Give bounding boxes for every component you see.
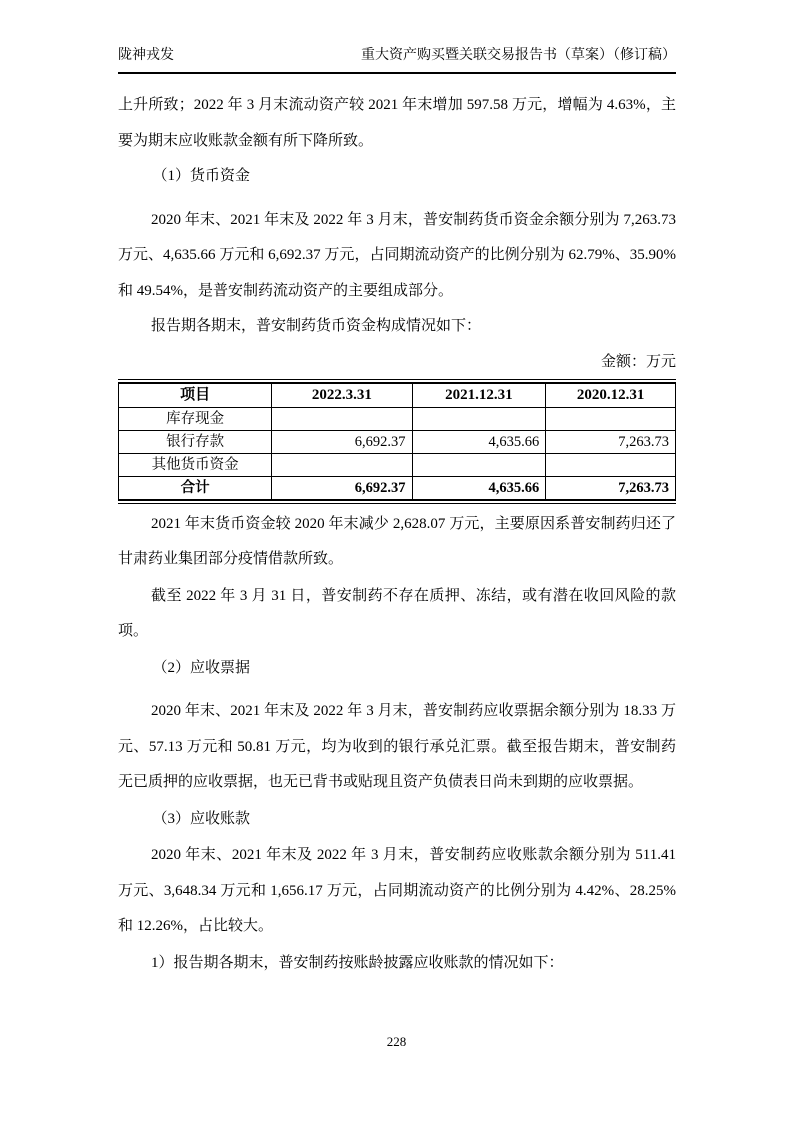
table-header-cell: 2020.12.31 — [546, 383, 676, 408]
value-cell — [546, 454, 676, 477]
value-cell: 6,692.37 — [272, 477, 412, 500]
table-unit-note: 金额：万元 — [600, 353, 676, 370]
value-cell — [272, 454, 412, 477]
paragraph-table-intro: 报告期各期末，普安制药货币资金构成情况如下： — [151, 318, 482, 334]
row-label-cell: 其他货币资金 — [119, 454, 272, 477]
value-cell — [546, 408, 676, 431]
content-area — [118, 0, 676, 981]
value-cell: 7,263.73 — [546, 477, 676, 500]
paragraph-carryover: 上升所致；2022 年 3 月末流动资产较 2021 年末增加 597.58 万元，增幅为 4.63%，主要为期末应收账款金额有所下降所致。 — [118, 97, 676, 149]
table-header-cell: 2022.3.31 — [272, 383, 412, 408]
paragraph-notes-receivable: 2020 年末、2021 年末及 2022 年 3 月末，普安制药应收票据余额分别为 18.33 万元、57.13 万元和 50.81 万元，均为收到的银行承兑汇票。截至报告期末，普安制药无已质押的应收票据，也无已背书或贴现且资产负债表日尚未到期的应收票据。 — [118, 703, 676, 790]
header-company-name: 陇神戎发 — [118, 48, 174, 63]
value-cell — [272, 408, 412, 431]
table-header-cell: 项目 — [119, 383, 272, 408]
row-label-cell: 合计 — [119, 477, 272, 500]
heading-accounts-receivable: （3）应收账款 — [152, 810, 251, 827]
header-report-title: 重大资产购买暨关联交易报告书（草案）（修订稿） — [361, 48, 676, 63]
paragraph-no-pledge: 截至 2022 年 3 月 31 日，普安制药不存在质押、冻结，或有潜在收回风险的款项。 — [118, 587, 676, 639]
value-cell: 4,635.66 — [412, 431, 546, 454]
value-cell: 7,263.73 — [546, 431, 676, 454]
table-header-row — [119, 383, 676, 408]
currency-funds-table — [118, 382, 676, 501]
heading-currency-funds: （1）货币资金 — [152, 168, 251, 184]
page-footer — [0, 1034, 793, 1050]
value-cell — [412, 408, 546, 431]
paragraph-aging-intro: 1）报告期各期末，普安制药按账龄披露应收账款的情况如下： — [151, 954, 564, 971]
table-row — [119, 477, 676, 500]
table-row — [119, 408, 676, 431]
row-label-cell: 银行存款 — [119, 431, 272, 454]
table-row — [119, 454, 676, 477]
page-number: 228 — [386, 1034, 407, 1049]
paragraph-accounts-receivable: 2020 年末、2021 年末及 2022 年 3 月末，普安制药应收账款余额分别为 511.41 万元、3,648.34 万元和 1,656.17 万元，占同期流动资产的比例分别为 4.42%、28.25%和 12.26%，占比较大。 — [118, 847, 676, 934]
row-label-cell: 库存现金 — [119, 408, 272, 431]
table-row — [119, 431, 676, 454]
paragraph-monetary-funds: 2020 年末、2021 年末及 2022 年 3 月末，普安制药货币资金余额分别为 7,263.73 万元、4,635.66 万元和 6,692.37 万元，占同期流动资产的比例分别为 62.79%、35.90%和 49.54%，是普安制药流动资产的主要组成部分。 — [118, 211, 676, 299]
value-cell — [412, 454, 546, 477]
page-header — [118, 0, 676, 74]
document-body — [118, 88, 676, 981]
paragraph-decrease-reason: 2021 年末货币资金较 2020 年末减少 2,628.07 万元，主要原因系普安制药归还了甘肃药业集团部分疫情借款所致。 — [118, 515, 676, 567]
value-cell: 4,635.66 — [412, 477, 546, 500]
heading-notes-receivable: （2）应收票据 — [152, 659, 251, 676]
table-header-cell: 2021.12.31 — [412, 383, 546, 408]
value-cell: 6,692.37 — [272, 431, 412, 454]
currency-funds-table-wrap — [118, 379, 676, 504]
